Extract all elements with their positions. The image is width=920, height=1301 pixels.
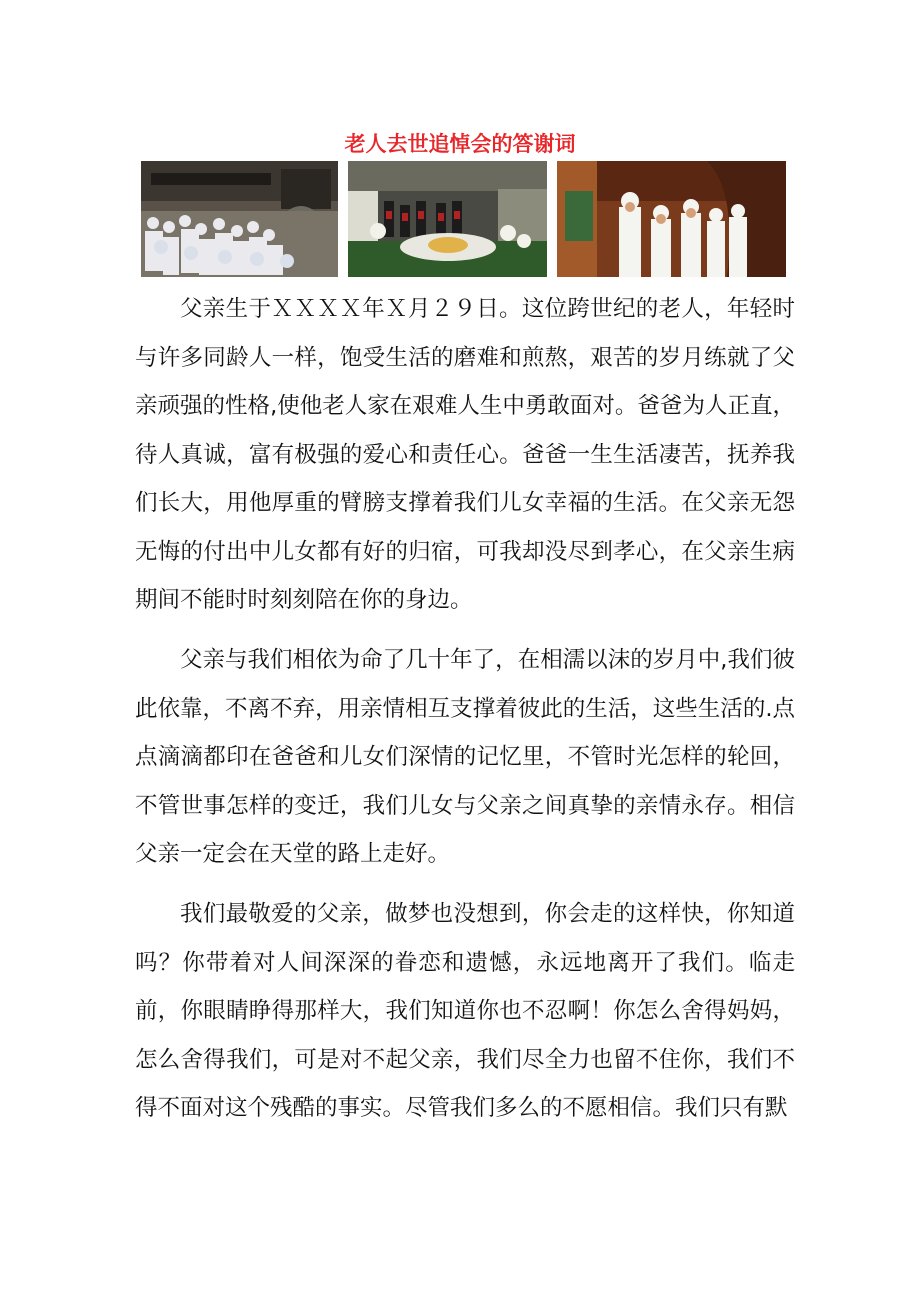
funeral-ceremony-photo — [348, 161, 547, 277]
paragraph-3: 我们最敬爱的父亲，做梦也没想到，你会走的这样快，你知道吗？你带着对人间深深的眷恋和遗憾，永远地离开了我们。临走前，你眼睛睁得那样大，我们知道你也不忍啊！你怎么舍得妈妈，怎么舍得我们，可是对不起父亲，我们尽全力也留不住你，我们不得不面对这个残酷的事实。尽管我们多么的不愿相信。我们只有默 — [135, 901, 795, 1121]
paragraph-2: 父亲与我们相依为命了几十年了，在相濡以沫的岁月中,我们彼此依靠，不离不弃，用亲情相互支撑着彼此的生活，这些生活的.点点滴滴都印在爸爸和儿女们深情的记忆里，不管时光怎样的轮回，不管世事怎样的变迁，我们儿女与父亲之间真挚的亲情永存。相信父亲一定会在天堂的路上走好。 — [135, 647, 795, 867]
paragraph-1: 父亲生于ＸＸＸＸ年Ｘ月２９日。这位跨世纪的老人，年轻时与许多同龄人一样，饱受生活的磨难和煎熬，艰苦的岁月练就了父亲顽强的性格,使他老人家在艰难人生中勇敢面对。爸爸为人正直，待人真诚，富有极强的爱心和责任心。爸爸一生生活凄苦，抚养我们长大，用他厚重的臂膀支撑着我们儿女幸福的生活。在父亲无怨无悔的付出中儿女都有好的归宿，可我却没尽到孝心，在父亲生病期间不能时时刻刻陪在你的身边。 — [135, 296, 795, 613]
memorial-hall-mourners-photo — [141, 161, 338, 277]
mourners-in-white-photo — [557, 161, 786, 277]
photo-strip — [141, 161, 786, 277]
document-title: 老人去世追悼会的答谢词 — [344, 132, 576, 156]
